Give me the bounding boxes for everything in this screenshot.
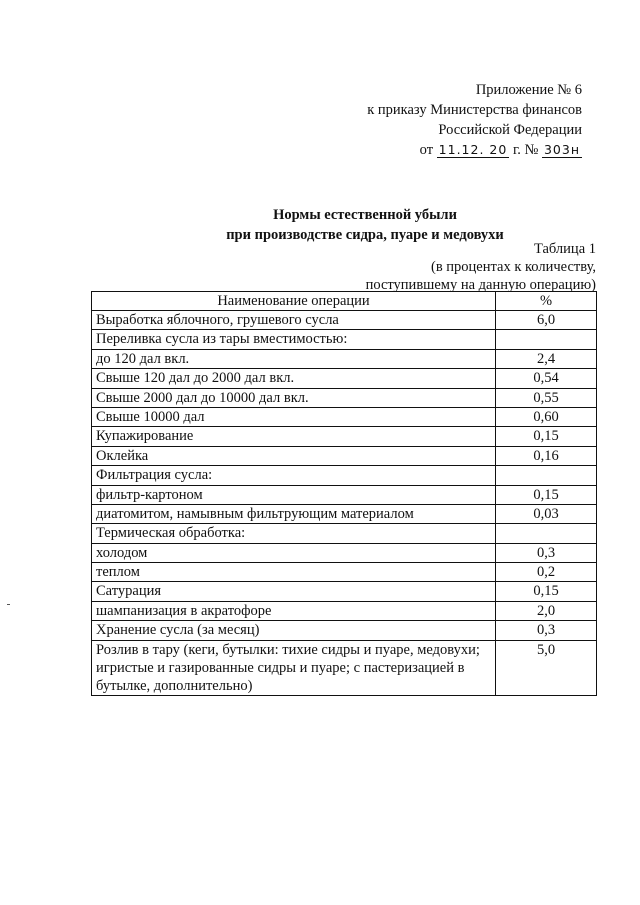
order-reference: к приказу Министерства финансов [367, 102, 582, 118]
operation-name-cell: фильтр-картоном [92, 485, 496, 504]
table-row [92, 524, 597, 543]
operation-name-cell: Фильтрация сусла: [92, 466, 496, 485]
date-prefix: от [419, 142, 434, 158]
operation-name-cell: Переливка сусла из тары вместимостью: [92, 330, 496, 349]
percent-value-cell: 5,0 [496, 640, 597, 695]
percent-value-cell: 2,4 [496, 349, 597, 368]
table-row [92, 311, 597, 330]
table-row [92, 446, 597, 465]
caption-unit-line-1: (в процентах к количеству, [430, 259, 596, 275]
operation-name-cell: Свыше 2000 дал до 10000 дал вкл. [92, 388, 496, 407]
percent-value-cell: 0,3 [496, 621, 597, 640]
table-row [92, 466, 597, 485]
header-operation: Наименование операции [92, 292, 496, 311]
operation-name-cell: Оклейка [92, 446, 496, 465]
date-suffix: г. № [512, 142, 539, 158]
percent-value-cell [496, 466, 597, 485]
order-year: 0 [498, 142, 508, 157]
table-header-row [92, 292, 597, 311]
operation-name-cell: диатомитом, намывным фильтрующим материалом [92, 504, 496, 523]
operation-name-cell: шампанизация в акратофоре [92, 601, 496, 620]
percent-value-cell: 0,15 [496, 485, 597, 504]
percent-value-cell [496, 330, 597, 349]
table-row [92, 349, 597, 368]
table-caption [366, 240, 596, 294]
table-number: Таблица 1 [533, 241, 596, 257]
percent-value-cell: 0,16 [496, 446, 597, 465]
percent-value-cell: 2,0 [496, 601, 597, 620]
norms-table [91, 291, 597, 696]
percent-value-cell: 0,15 [496, 582, 597, 601]
table-row [92, 369, 597, 388]
percent-value-cell: 0,60 [496, 407, 597, 426]
table-row [92, 582, 597, 601]
table-row [92, 621, 597, 640]
percent-value-cell [496, 524, 597, 543]
appendix-number: Приложение № 6 [475, 82, 582, 98]
operation-name-cell: Выработка яблочного, грушевого сусла [92, 311, 496, 330]
table-row [92, 407, 597, 426]
percent-value-cell: 0,2 [496, 563, 597, 582]
table-row [92, 601, 597, 620]
operation-name-cell: Термическая обработка: [92, 524, 496, 543]
ministry-country: Российской Федерации [438, 122, 582, 138]
operation-name-cell: Свыше 120 дал до 2000 дал вкл. [92, 369, 496, 388]
operation-name-cell: холодом [92, 543, 496, 562]
operation-name-cell: Свыше 10000 дал [92, 407, 496, 426]
title-line-2: при производстве сидра, пуаре и медовухи [226, 227, 504, 243]
table-row [92, 485, 597, 504]
table-row [92, 640, 597, 695]
operation-name-cell: Сатурация [92, 582, 496, 601]
operation-name-cell: теплом [92, 563, 496, 582]
table-row [92, 427, 597, 446]
percent-value-cell: 0,03 [496, 504, 597, 523]
table-row [92, 504, 597, 523]
caption-unit-line-2: поступившему на данную операцию) [365, 277, 596, 293]
percent-value-cell: 0,54 [496, 369, 597, 388]
operation-name-cell: до 120 дал вкл. [92, 349, 496, 368]
percent-value-cell: 0,15 [496, 427, 597, 446]
table-row [92, 543, 597, 562]
operation-name-cell: Розлив в тару (кеги, бутылки: тихие сидры и пуаре, медовухи; игристые и газированные сидры и пуаре; с пастеризацией в бутылке, дополнительно) [92, 640, 496, 695]
operation-name-cell: Купажирование [92, 427, 496, 446]
table-row [92, 563, 597, 582]
scan-mark [7, 604, 10, 605]
operation-name-cell: Хранение сусла (за месяц) [92, 621, 496, 640]
header-percent: % [496, 292, 597, 311]
document-title [45, 205, 640, 245]
appendix-header [322, 80, 582, 160]
order-number: 303н [543, 142, 580, 157]
percent-value-cell: 0,3 [496, 543, 597, 562]
table-row [92, 330, 597, 349]
title-line-1: Нормы естественной убыли [273, 207, 457, 223]
percent-value-cell: 0,55 [496, 388, 597, 407]
percent-value-cell: 6,0 [496, 311, 597, 330]
order-date: 11.12. 20 [438, 142, 508, 157]
table-row [92, 388, 597, 407]
order-date-line [322, 140, 582, 160]
table-body [92, 311, 597, 696]
